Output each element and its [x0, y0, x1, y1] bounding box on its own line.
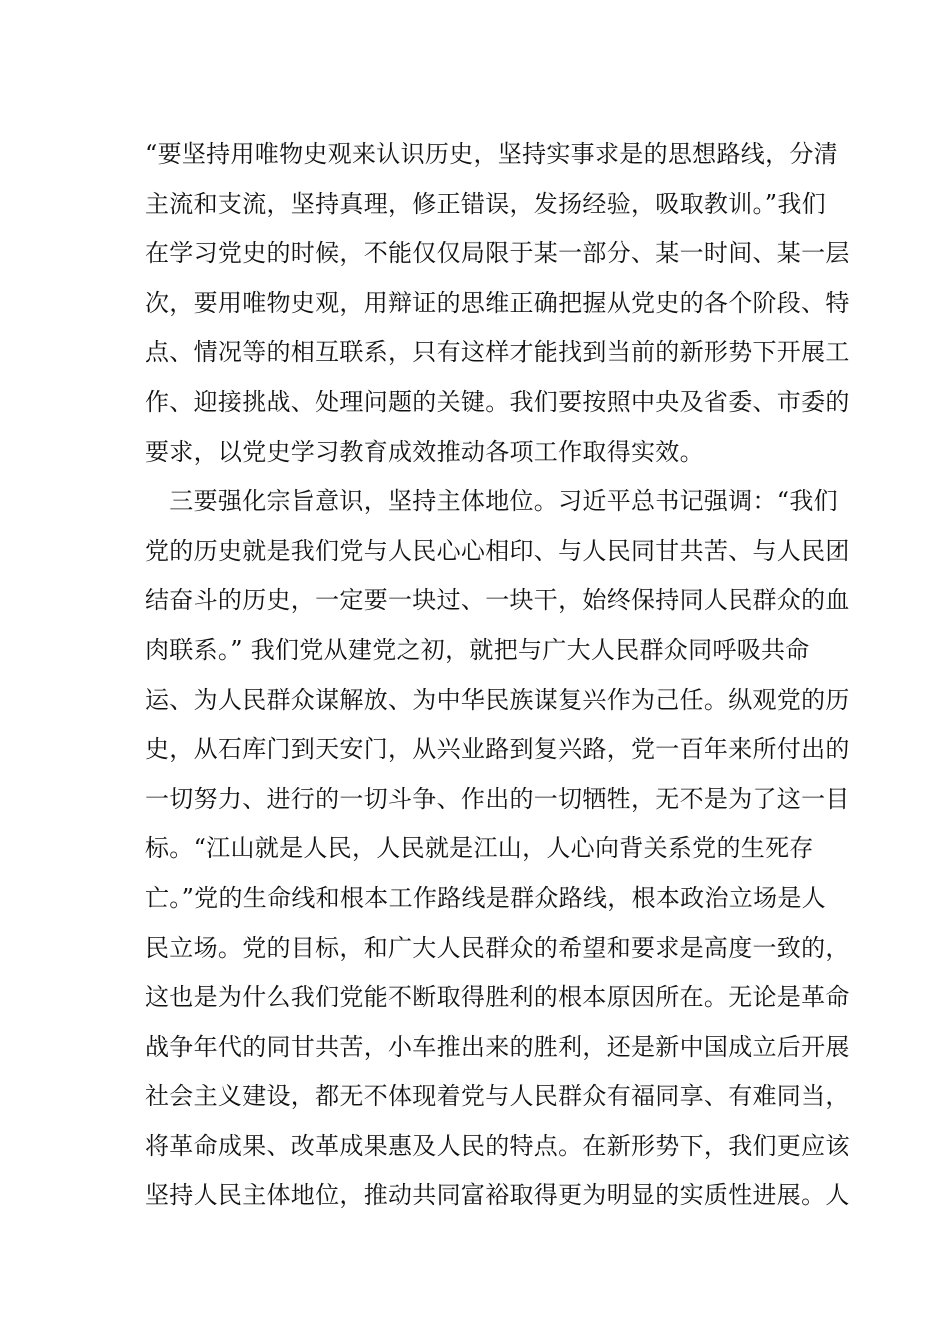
text-line: 在学习党史的时候，不能仅仅局限于某一部分、某一时间、某一层 [145, 239, 850, 268]
text-line: 作、迎接挑战、处理问题的关键。我们要按照中央及省委、市委的 [145, 387, 850, 416]
text-line: 点、情况等的相互联系，只有这样才能找到当前的新形势下开展工 [145, 338, 850, 367]
text-line: 运、为人民群众谋解放、为中华民族谋复兴作为己任。纵观党的历 [145, 685, 850, 714]
text-line: 党的历史就是我们党与人民心心相印、与人民同甘共苦、与人民团 [145, 536, 850, 565]
text-line: “要坚持用唯物史观来认识历史，坚持实事求是的思想路线，分清 [145, 140, 838, 168]
text-line: 亡。”党的生命线和根本工作路线是群众路线，根本政治立场是人 [145, 883, 826, 912]
text-line: 一切努力、进行的一切斗争、作出的一切牺牲，无不是为了这一目 [145, 784, 850, 813]
text-line: 将革命成果、改革成果惠及人民的特点。在新形势下，我们更应该 [145, 1131, 850, 1160]
document-body [145, 130, 850, 1221]
text-line: 主流和支流，坚持真理，修正错误，发扬经验，吸取教训。”我们 [145, 189, 826, 218]
text-line: 民立场。党的目标，和广大人民群众的希望和要求是高度一致的， [145, 933, 850, 962]
text-line: 次，要用唯物史观，用辩证的思维正确把握从党史的各个阶段、特 [145, 288, 850, 317]
text-line: 要求，以党史学习教育成效推动各项工作取得实效。 [145, 437, 704, 466]
text-line: 这也是为什么我们党能不断取得胜利的根本原因所在。无论是革命 [145, 983, 850, 1012]
text-line: 战争年代的同甘共苦，小车推出来的胜利，还是新中国成立后开展 [145, 1032, 850, 1061]
text-line: 结奋斗的历史，一定要一块过、一块干，始终保持同人民群众的血 [145, 586, 850, 615]
text-line: 坚持人民主体地位，推动共同富裕取得更为明显的实质性进展。人 [145, 1181, 850, 1210]
text-line: 标。“江山就是人民，人民就是江山，人心向背关系党的生死存 [145, 834, 814, 863]
text-line: 三要强化宗旨意识，坚持主体地位。习近平总书记强调：“我们 [145, 487, 838, 516]
text-line: 史，从石库门到天安门，从兴业路到复兴路，党一百年来所付出的 [145, 735, 850, 764]
text-line: 肉联系。” 我们党从建党之初，就把与广大人民群众同呼吸共命 [145, 635, 810, 664]
text-line: 社会主义建设，都无不体现着党与人民群众有福同享、有难同当， [145, 1082, 850, 1111]
